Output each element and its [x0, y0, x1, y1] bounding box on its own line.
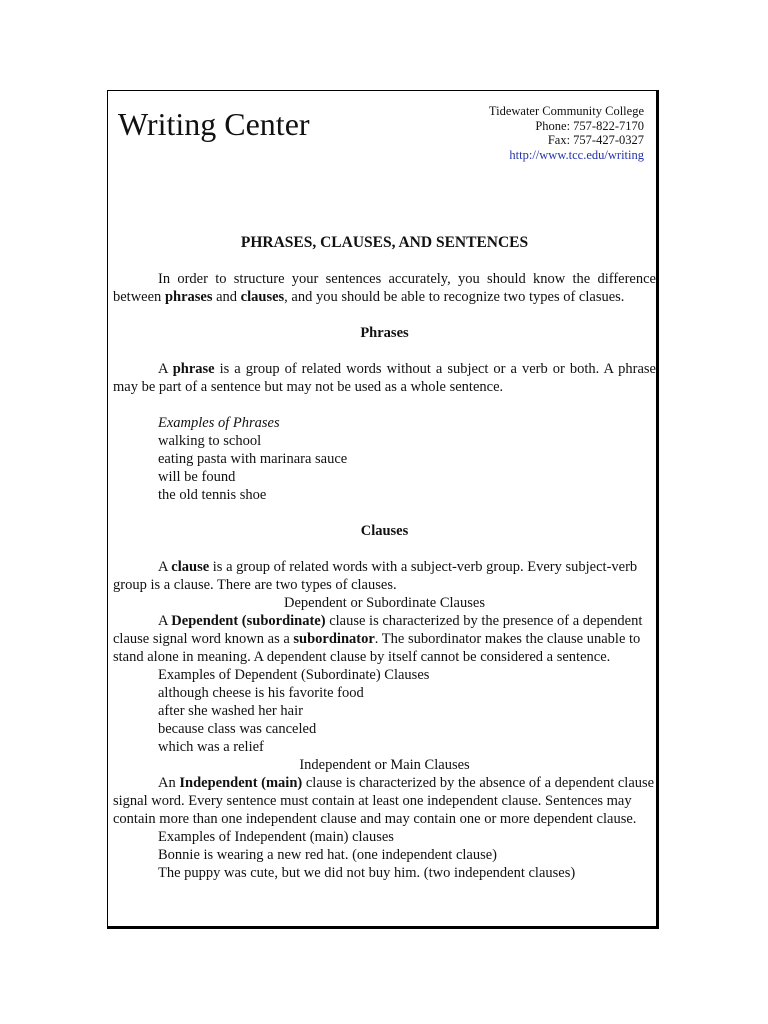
- clauses-text-1: A: [158, 559, 172, 575]
- independent-subheading: Independent or Main Clauses: [299, 757, 470, 773]
- list-item: the old tennis shoe: [158, 487, 267, 503]
- college-name: Tidewater Community College: [488, 104, 644, 118]
- dependent-bold-term: Dependent (subordinate): [171, 613, 326, 629]
- document-title: PHRASES, CLAUSES, AND SENTENCES: [240, 234, 529, 251]
- dependent-text-2: clause is characterized by the presence of a dependent clause signal word known as a: [113, 613, 643, 647]
- intro-bold-phrases: phrases: [164, 289, 213, 305]
- fax-number: Fax: 757-427-0327: [547, 133, 644, 148]
- list-item: eating pasta with marinara sauce: [158, 451, 348, 467]
- intro-text-1: In order to structure your sentences accurately, you should know the difference between: [113, 271, 656, 305]
- list-item: which was a relief: [158, 739, 264, 755]
- phrase-examples: [113, 414, 656, 504]
- phrases-text-2: is a group of related words without a subject or a verb or both. A phrase may be part of a sentence but may not be used as a whole sentence.: [113, 361, 656, 395]
- list-item: although cheese is his favorite food: [158, 685, 364, 701]
- dependent-examples-title: Examples of Dependent (Subordinate) Clauses: [158, 667, 430, 683]
- phrases-paragraph: [113, 360, 656, 396]
- clauses-paragraph: [113, 558, 656, 594]
- list-item: after she washed her hair: [158, 703, 303, 719]
- clauses-bold-term: clause: [171, 559, 210, 575]
- independent-bold-term: Independent (main): [179, 775, 303, 791]
- independent-text-1: An: [158, 775, 180, 791]
- phone-number: Phone: 757-822-7170: [535, 118, 644, 133]
- intro-paragraph: [113, 270, 656, 306]
- phrases-heading: Phrases: [360, 325, 409, 341]
- intro-bold-clauses: clauses: [240, 289, 285, 305]
- dependent-subheading: Dependent or Subordinate Clauses: [284, 595, 485, 611]
- dependent-text-3: . The subordinator makes the clause unable to stand alone in meaning. A dependent clause by itself cannot be considered a sentence.: [113, 631, 641, 665]
- list-item: Bonnie is wearing a new red hat. (one independent clause): [158, 847, 498, 863]
- independent-examples: [113, 828, 656, 882]
- clauses-text-2: is a group of related words with a subject-verb group. Every subject-verb group is a clause. There are two types of clauses.: [113, 559, 638, 593]
- list-item: walking to school: [158, 433, 262, 449]
- clauses-heading: Clauses: [360, 523, 409, 539]
- phrases-text-1: A: [158, 361, 173, 377]
- list-item: will be found: [158, 469, 236, 485]
- dependent-text-1: A: [158, 613, 172, 629]
- dependent-bold-subordinator: subordinator: [293, 631, 375, 647]
- dependent-paragraph: [113, 612, 656, 666]
- header-contact-info: [489, 104, 644, 162]
- independent-examples-title: Examples of Independent (main) clauses: [158, 829, 394, 845]
- phrases-bold-term: phrase: [172, 361, 215, 377]
- phrase-examples-title: Examples of Phrases: [158, 415, 280, 431]
- website-link[interactable]: http://www.tcc.edu/writing: [509, 147, 644, 162]
- list-item: The puppy was cute, but we did not buy him. (two independent clauses): [158, 865, 576, 881]
- list-item: because class was canceled: [158, 721, 317, 737]
- document-body: [113, 234, 656, 882]
- header-title: Writing Center: [118, 106, 310, 142]
- independent-paragraph: [113, 774, 656, 828]
- independent-text-2: clause is characterized by the absence of a dependent clause signal word. Every sentence must contain at least one independent clause. Sentences may contain more than one independent clause and may contain one or more dependent clause.: [113, 775, 655, 827]
- intro-text-2: and: [212, 289, 241, 305]
- dependent-examples: [113, 666, 656, 756]
- intro-text-3: , and you should be able to recognize two types of clasues.: [284, 289, 625, 305]
